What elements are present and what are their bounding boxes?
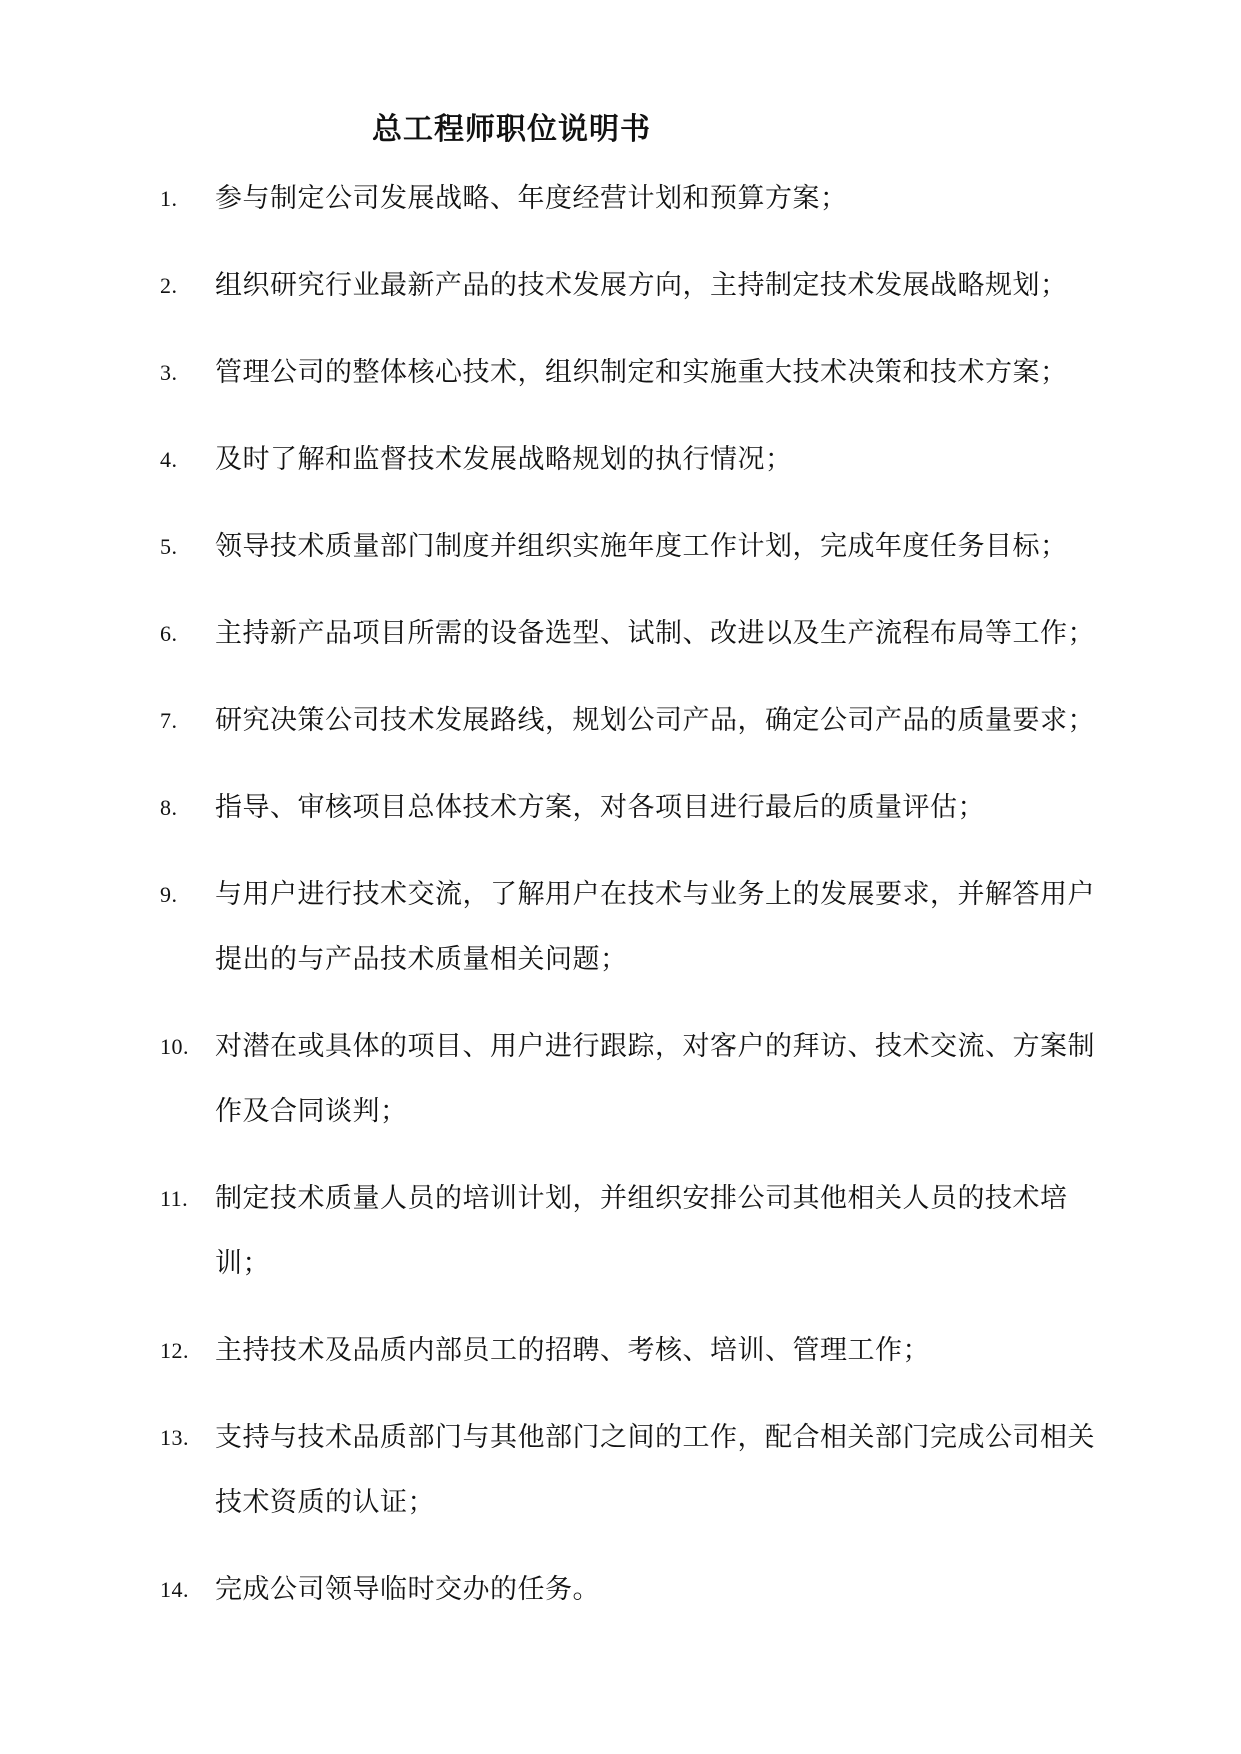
- duty-text: 制定技术质量人员的培训计划，并组织安排公司其他相关人员的技术培训；: [215, 1183, 1068, 1279]
- duty-number: 12.: [160, 1338, 189, 1363]
- duty-item: [160, 1405, 1120, 1535]
- duty-text: 支持与技术品质部门与其他部门之间的工作，配合相关部门完成公司相关技术资质的认证；: [215, 1422, 1095, 1518]
- duty-text: 组织研究行业最新产品的技术发展方向，主持制定技术发展战略规划；: [215, 270, 1068, 301]
- duty-number: 9.: [160, 882, 178, 907]
- duty-number: 11.: [160, 1186, 189, 1211]
- duty-item: [160, 1557, 1120, 1622]
- duty-text: 完成公司领导临时交办的任务。: [215, 1574, 600, 1605]
- duty-number: 13.: [160, 1425, 189, 1450]
- duty-item: [160, 427, 1120, 492]
- duty-number: 4.: [160, 447, 178, 472]
- duty-text: 与用户进行技术交流，了解用户在技术与业务上的发展要求，并解答用户提出的与产品技术质量相关问题；: [215, 879, 1095, 975]
- duty-text: 主持新产品项目所需的设备选型、试制、改进以及生产流程布局等工作；: [215, 618, 1095, 649]
- duty-number: 3.: [160, 360, 178, 385]
- duty-item: [160, 862, 1120, 992]
- duty-number: 14.: [160, 1577, 189, 1602]
- duty-item: [160, 514, 1120, 579]
- duty-text: 管理公司的整体核心技术，组织制定和实施重大技术决策和技术方案；: [215, 357, 1068, 388]
- duty-item: [160, 1014, 1120, 1144]
- duty-item: [160, 1166, 1120, 1296]
- duty-item: [160, 253, 1120, 318]
- duty-number: 10.: [160, 1034, 189, 1059]
- duty-item: [160, 775, 1120, 840]
- duty-list: [160, 166, 1120, 1644]
- duty-item: [160, 166, 1120, 231]
- duty-text: 研究决策公司技术发展路线，规划公司产品，确定公司产品的质量要求；: [215, 705, 1095, 736]
- duty-number: 6.: [160, 621, 178, 646]
- duty-text: 对潜在或具体的项目、用户进行跟踪，对客户的拜访、技术交流、方案制作及合同谈判；: [215, 1031, 1095, 1127]
- duty-item: [160, 688, 1120, 753]
- duty-number: 5.: [160, 534, 178, 559]
- duty-item: [160, 601, 1120, 666]
- duty-item: [160, 340, 1120, 405]
- duty-number: 2.: [160, 273, 178, 298]
- duty-text: 参与制定公司发展战略、年度经营计划和预算方案；: [215, 183, 848, 214]
- duty-number: 8.: [160, 795, 178, 820]
- duty-text: 及时了解和监督技术发展战略规划的执行情况；: [215, 444, 793, 475]
- duty-number: 7.: [160, 708, 178, 733]
- duty-text: 领导技术质量部门制度并组织实施年度工作计划，完成年度任务目标；: [215, 531, 1068, 562]
- duty-item: [160, 1318, 1120, 1383]
- document-title: 总工程师职位说明书: [372, 112, 651, 147]
- duty-text: 主持技术及品质内部员工的招聘、考核、培训、管理工作；: [215, 1335, 930, 1366]
- duty-number: 1.: [160, 186, 178, 211]
- duty-text: 指导、审核项目总体技术方案，对各项目进行最后的质量评估；: [215, 792, 985, 823]
